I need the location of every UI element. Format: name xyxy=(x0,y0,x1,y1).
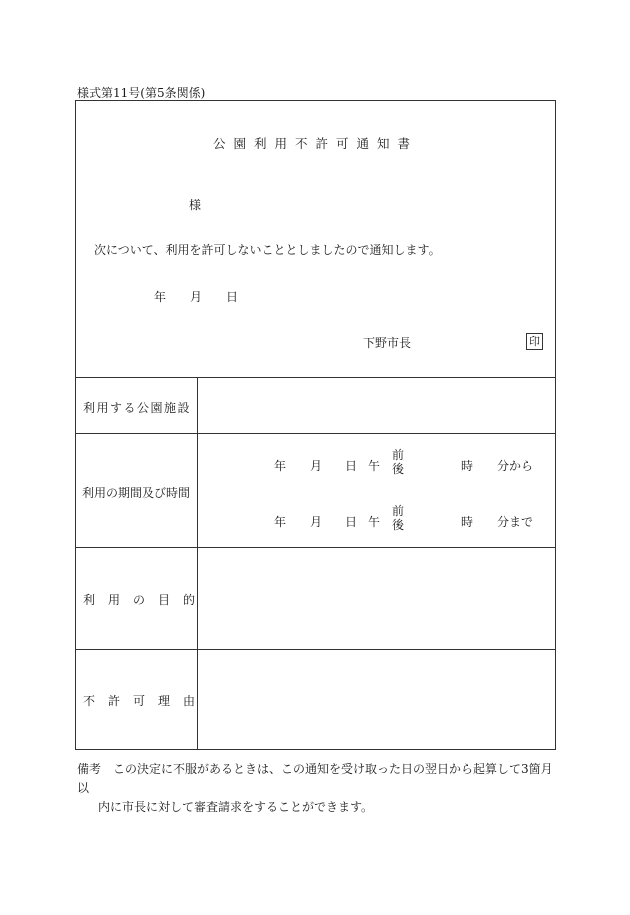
end-month: 月 xyxy=(310,515,323,529)
end-year: 年 xyxy=(274,515,287,529)
start-minute-from: 分から xyxy=(497,459,534,473)
form-number-label: 様式第11号(第5条関係) xyxy=(77,86,206,100)
start-ampm-prefix: 午 xyxy=(368,459,381,473)
document-title: 公園利用不許可通知書 xyxy=(212,136,418,151)
seal-mark: 印 xyxy=(526,333,543,350)
end-ampm-prefix: 午 xyxy=(368,515,381,529)
end-hour: 時 xyxy=(461,515,474,529)
am-label: 前 xyxy=(392,504,405,518)
period-label: 利用の期間及び時間 xyxy=(82,486,191,500)
notice-body-text: 次について、利用を許可しないこととしましたので通知します。 xyxy=(94,243,441,257)
addressee-suffix: 様 xyxy=(189,198,202,212)
issuer-name: 下野市長 xyxy=(363,336,412,350)
row-divider xyxy=(76,649,555,650)
date-day: 日 xyxy=(226,290,239,304)
date-month: 月 xyxy=(190,290,203,304)
reason-label: 不許可理由 xyxy=(83,694,209,708)
notice-form-frame xyxy=(75,100,556,750)
end-day: 日 xyxy=(345,515,358,529)
remarks-line-1: 備考 この決定に不服があるときは、この通知を受け取った日の翌日から起算して3箇月以 xyxy=(77,762,553,795)
row-divider xyxy=(76,547,555,548)
remarks-line-2: 内に市長に対して審査請求をすることができます。 xyxy=(98,800,374,814)
end-minute-to: 分まで xyxy=(497,515,534,529)
start-month: 月 xyxy=(310,459,323,473)
remarks-note xyxy=(77,760,562,817)
pm-label: 後 xyxy=(392,518,405,532)
start-hour: 時 xyxy=(461,459,474,473)
pm-label: 後 xyxy=(392,462,405,476)
date-year: 年 xyxy=(154,290,167,304)
am-label: 前 xyxy=(392,448,405,462)
row-divider xyxy=(76,377,555,378)
start-day: 日 xyxy=(345,459,358,473)
end-ampm-choice xyxy=(392,504,404,532)
start-ampm-choice xyxy=(392,448,404,476)
purpose-label: 利用の目的 xyxy=(83,593,209,607)
start-year: 年 xyxy=(274,459,287,473)
facility-label: 利用する公園施設 xyxy=(83,401,192,415)
row-divider xyxy=(76,433,555,434)
